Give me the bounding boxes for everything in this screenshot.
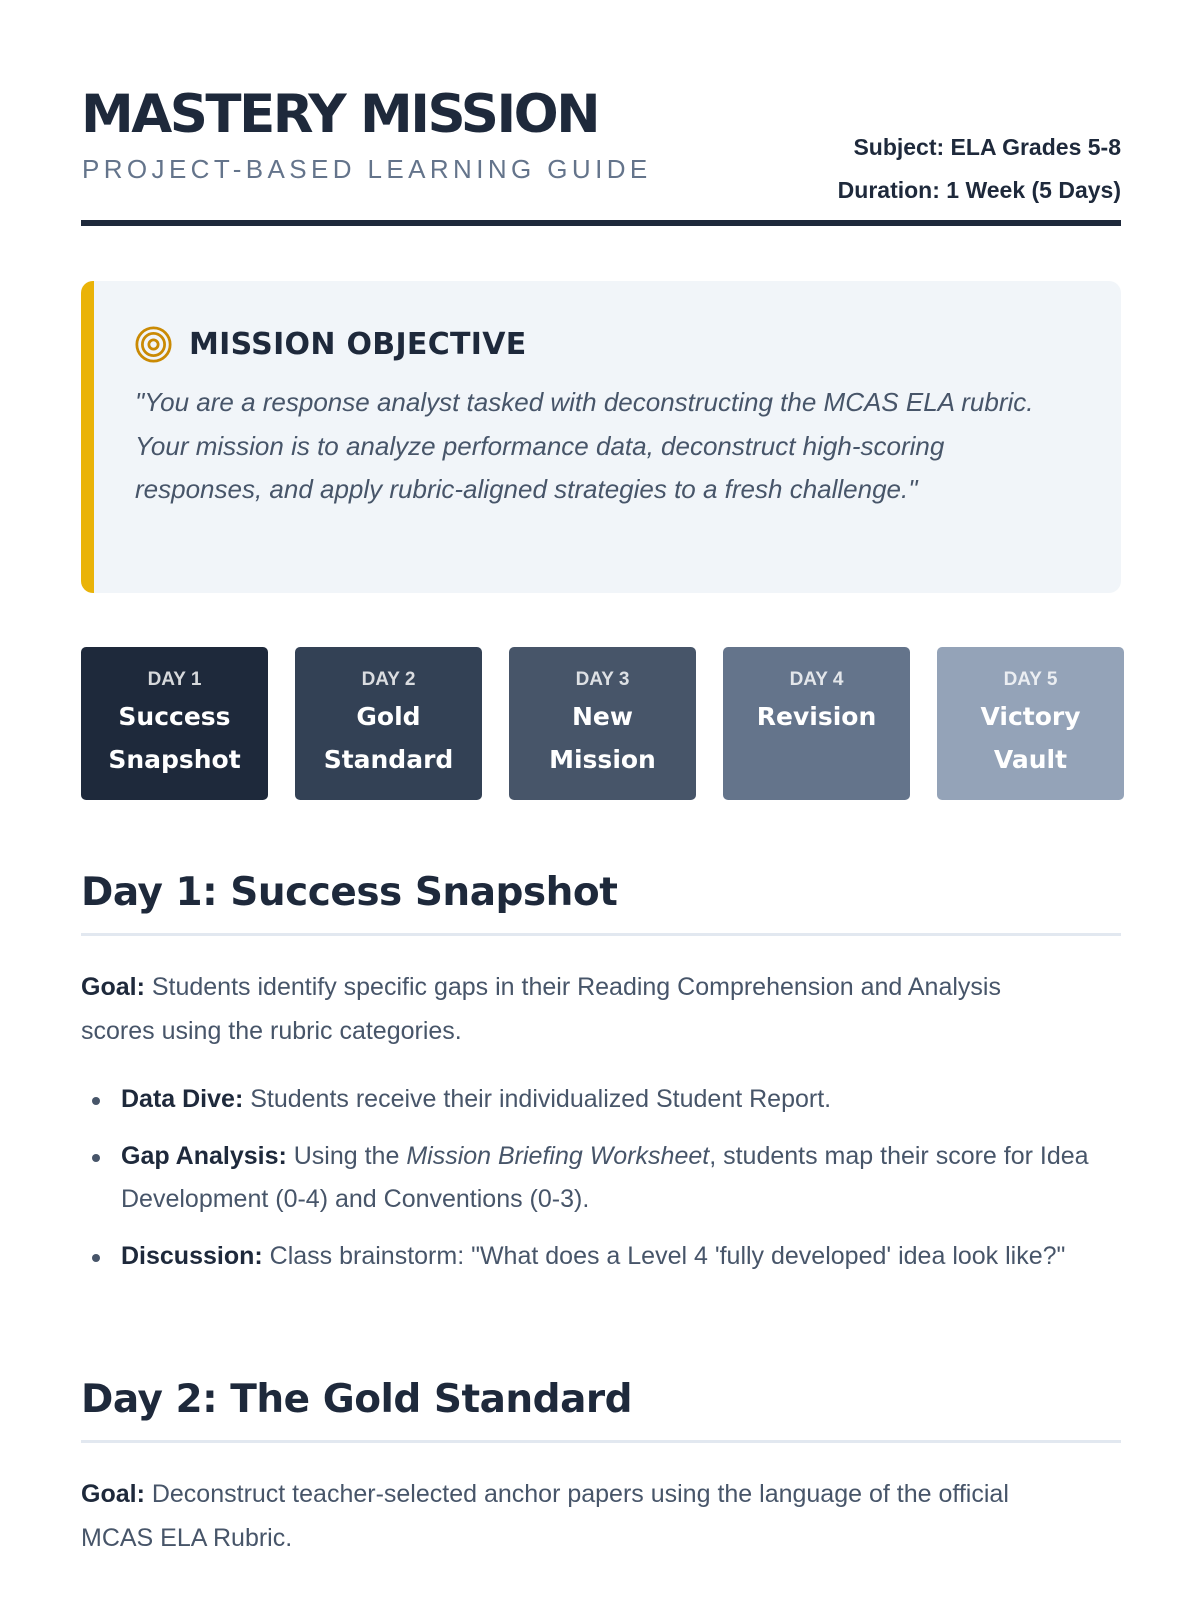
day-tabs	[81, 647, 1121, 800]
day-1-section	[81, 867, 1121, 1270]
section-divider	[81, 1440, 1121, 1443]
goal-label: Goal:	[81, 973, 145, 1001]
mission-objective-card	[81, 281, 1121, 593]
objective-heading: MISSION OBJECTIVE	[189, 327, 527, 362]
section-title: Day 2: The Gold Standard	[81, 1377, 633, 1422]
list-item	[81, 1235, 1121, 1279]
goal-text: Deconstruct teacher-selected anchor papers using the language of the official MCAS ELA Rubric.	[81, 1480, 1009, 1552]
section-divider	[81, 933, 1121, 936]
tab-day-5[interactable]	[937, 647, 1124, 800]
course-meta	[838, 126, 1121, 212]
list-item	[81, 1135, 1121, 1222]
item-label: Gap Analysis:	[121, 1141, 287, 1170]
section-goal	[81, 966, 1081, 1053]
item-label: Discussion:	[121, 1241, 263, 1270]
item-text-after: , students map their score for Idea Development (0-4) and Conventions (0-3).	[121, 1141, 1089, 1213]
page-header	[81, 84, 1121, 228]
tab-day-name: New Mission	[549, 702, 656, 774]
tab-day-label: DAY 4	[789, 669, 844, 690]
section-title: Day 1: Success Snapshot	[81, 870, 618, 915]
day-2-section	[81, 1374, 1121, 1552]
tab-day-label: DAY 1	[147, 669, 202, 690]
tab-day-name: Victory Vault	[980, 702, 1081, 774]
activity-list	[81, 1078, 1121, 1291]
item-text: Students receive their individualized Student Report.	[243, 1085, 832, 1113]
tab-day-2[interactable]	[295, 647, 482, 800]
item-label: Data Dive:	[121, 1085, 244, 1113]
list-item	[81, 1078, 1121, 1122]
tab-day-4[interactable]	[723, 647, 910, 800]
goal-text: Students identify specific gaps in their Reading Comprehension and Analysis scores using the rubric categories.	[81, 973, 1001, 1045]
header-divider	[81, 220, 1121, 226]
tab-day-name: Gold Standard	[323, 702, 454, 774]
item-text: Class brainstorm: "What does a Level 4 'fully developed' idea look like?"	[262, 1241, 1066, 1270]
objective-quote: "You are a response analyst tasked with deconstructing the MCAS ELA rubric. Your mission is to analyze performance data, deconstruct high-scoring responses, and apply rubric-aligned strategies to a fresh challenge."	[135, 387, 1034, 504]
tab-day-name: Success Snapshot	[108, 702, 241, 774]
target-icon	[135, 326, 172, 363]
duration-label: Duration: 1 Week (5 Days)	[837, 177, 1121, 203]
item-emphasis: Mission Briefing Worksheet	[406, 1141, 710, 1170]
subject-label: Subject: ELA Grades 5-8	[853, 134, 1121, 160]
tab-day-label: DAY 3	[575, 669, 630, 690]
goal-label: Goal:	[81, 1480, 145, 1508]
tab-day-3[interactable]	[509, 647, 696, 800]
tab-day-1[interactable]	[81, 647, 268, 800]
objective-accent-bar	[81, 281, 94, 593]
item-text: Using the	[286, 1141, 407, 1170]
tab-day-label: DAY 5	[1003, 669, 1058, 690]
section-goal	[81, 1473, 1081, 1560]
tab-day-name: Revision	[756, 702, 877, 731]
tab-day-label: DAY 2	[361, 669, 416, 690]
page-subtitle: PROJECT-BASED LEARNING GUIDE	[82, 154, 652, 184]
page-title: MASTERY MISSION	[81, 84, 599, 145]
